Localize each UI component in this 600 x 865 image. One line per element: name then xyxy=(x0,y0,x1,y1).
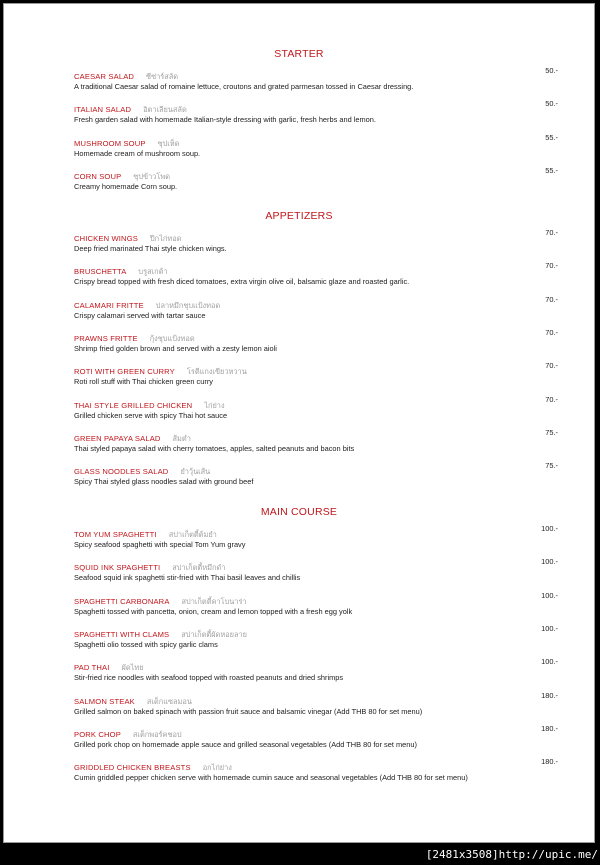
dish-description: Spicy seafood spaghetti with special Tom Yum gravy xyxy=(74,540,246,549)
dish-name-thai: ส้มตำ xyxy=(172,433,191,443)
dish-name-thai: สปาเก็ตตี้หมึกดำ xyxy=(172,563,226,573)
menu-item xyxy=(4,591,594,625)
dish-description: Fresh garden salad with homemade Italian-style dressing with garlic, fresh herbs and lemon. xyxy=(74,115,376,125)
dish-name-thai: ซุปเห็ด xyxy=(157,138,180,148)
dish-price: 70.- xyxy=(545,327,558,337)
dish-name: PRAWNS FRITTE xyxy=(74,333,138,343)
menu-item-header xyxy=(74,327,558,343)
dish-name-thai: สปาเก็ตตี้คาโบนาร่า xyxy=(181,596,247,606)
dish-name: THAI STYLE GRILLED CHICKEN xyxy=(74,400,193,410)
dish-name-thai: โรตีแกงเขียวหวาน xyxy=(186,367,247,377)
dish-name-thai: กุ้งชุบแป้งทอด xyxy=(149,333,195,343)
menu-item xyxy=(4,66,594,100)
dish-name: GRIDDLED CHICKEN BREASTS xyxy=(74,763,191,773)
dish-price: 70.- xyxy=(545,294,558,304)
dish-price: 100.- xyxy=(541,590,558,600)
dish-name: GREEN PAPAYA SALAD xyxy=(74,433,161,443)
dish-description: Roti roll stuff with Thai chicken green curry xyxy=(74,377,213,387)
dish-name-thai: ยำวุ้นเส้น xyxy=(180,467,211,477)
dish-price: 55.- xyxy=(545,165,558,175)
menu-item-header xyxy=(74,657,558,673)
menu-item xyxy=(4,99,594,133)
dish-name: PORK CHOP xyxy=(74,729,121,739)
menu-item-header xyxy=(74,66,558,81)
dish-name: MUSHROOM SOUP xyxy=(74,138,146,148)
dish-description: Homemade cream of mushroom soup. xyxy=(74,148,201,158)
dish-price: 70.- xyxy=(545,361,558,371)
menu-item-header xyxy=(74,757,558,773)
dish-name-thai: สปาเก็ตตี้ผัดหอยลาย xyxy=(181,629,247,639)
menu-item xyxy=(4,724,594,758)
dish-description: Grilled salmon on baked spinach with passion fruit sauce and balsamic vinegar (Add THB 80 for set menu) xyxy=(74,706,423,716)
image-source-watermark: [2481x3508]http://upic.me/ xyxy=(425,848,598,861)
menu-item xyxy=(4,395,594,429)
dish-price: 55.- xyxy=(545,132,558,142)
dish-name-thai: อกไก่ย่าง xyxy=(202,763,232,773)
menu-item xyxy=(4,361,594,395)
dish-price: 70.- xyxy=(545,394,558,404)
menu-item-header xyxy=(74,557,558,573)
dish-price: 70.- xyxy=(545,261,558,271)
dish-price: 100.- xyxy=(541,524,558,533)
dish-description: Spaghetti tossed with pancetta, onion, cream and lemon topped with a fresh egg yolk xyxy=(74,606,353,616)
dish-name-thai: ปีกไก่ทอด xyxy=(149,234,182,243)
section-title: MAIN COURSE xyxy=(260,506,338,518)
dish-description: Cumin griddled pepper chicken serve with homemade cumin sauce and seasonal vegetables (Add THB 80 for set menu) xyxy=(74,773,468,783)
menu-item xyxy=(4,461,594,495)
dish-description: Deep fried marinated Thai style chicken wings. xyxy=(74,244,227,253)
dish-name: TOM YUM SPAGHETTI xyxy=(74,530,157,539)
menu-item-header xyxy=(74,427,558,443)
dish-name: CHICKEN WINGS xyxy=(74,234,138,243)
dish-price: 75.- xyxy=(545,427,558,437)
menu-item-header xyxy=(74,690,558,706)
dish-description: Spaghetti olio tossed with spicy garlic clams xyxy=(74,639,218,649)
dish-name: SALMON STEAK xyxy=(74,696,135,706)
menu-item xyxy=(4,557,594,591)
dish-price: 100.- xyxy=(541,657,558,667)
section-title: STARTER xyxy=(274,48,324,60)
dish-description: Grilled chicken serve with spicy Thai hot sauce xyxy=(74,410,228,420)
dish-name-thai: ไก่ย่าง xyxy=(204,400,225,410)
menu-item-header xyxy=(74,394,558,410)
menu-item xyxy=(4,261,594,295)
menu-item xyxy=(4,295,594,329)
menu-item xyxy=(4,166,594,200)
dish-name-thai: ผัดไทย xyxy=(121,663,144,673)
dish-name: SPAGHETTI CARBONARA xyxy=(74,596,170,606)
dish-price: 100.- xyxy=(541,623,558,633)
menu-item xyxy=(4,691,594,725)
menu-item-header xyxy=(74,165,558,181)
menu-item-header xyxy=(74,461,558,477)
menu-item-header xyxy=(74,524,558,539)
dish-name: ROTI WITH GREEN CURRY xyxy=(74,367,175,377)
dish-name-thai: สเต็กแซลมอน xyxy=(146,696,192,706)
dish-name: CAESAR SALAD xyxy=(74,72,135,81)
menu-item xyxy=(4,657,594,691)
dish-description: Creamy homemade Corn soup. xyxy=(74,181,178,191)
menu-item-header xyxy=(74,228,558,243)
dish-name-thai: สเต็กพอร์คชอป xyxy=(132,729,182,739)
dish-price: 180.- xyxy=(541,723,558,733)
dish-description: Shrimp fried golden brown and served with a zesty lemon aioli xyxy=(74,343,277,353)
menu-item xyxy=(4,624,594,658)
dish-description: Stir-fried rice noodles with seafood topped with roasted peanuts and dried shrimps xyxy=(74,673,344,683)
menu-item xyxy=(4,328,594,362)
menu-item-header xyxy=(74,294,558,310)
dish-name-thai: อิตาเลียนสลัด xyxy=(143,105,187,115)
section-title: APPETIZERS xyxy=(265,210,333,222)
menu-item-header xyxy=(74,361,558,377)
menu-item xyxy=(4,428,594,462)
menu-item-header xyxy=(74,132,558,148)
dish-description: Crispy bread topped with fresh diced tomatoes, extra virgin olive oil, balsamic glaze and roasted garlic. xyxy=(74,277,410,287)
menu-item-header xyxy=(74,723,558,739)
dish-name-thai: ปลาหมึกชุบแป้งทอด xyxy=(155,300,221,310)
dish-name: GLASS NOODLES SALAD xyxy=(74,467,169,477)
dish-description: Grilled pork chop on homemade apple sauce and grilled seasonal vegetables (Add THB 80 for set menu) xyxy=(74,739,417,749)
dish-name-thai: ซีซ่าร์สลัด xyxy=(146,72,179,81)
dish-name: CORN SOUP xyxy=(74,171,122,181)
menu-item-header xyxy=(74,99,558,115)
menu-item xyxy=(4,228,594,262)
dish-price: 180.- xyxy=(541,690,558,700)
dish-name: SQUID INK SPAGHETTI xyxy=(74,563,161,573)
dish-price: 100.- xyxy=(541,557,558,567)
dish-price: 50.- xyxy=(545,99,558,109)
dish-name: ITALIAN SALAD xyxy=(74,105,132,115)
dish-name: PAD THAI xyxy=(74,663,110,673)
menu-item xyxy=(4,133,594,167)
menu-page xyxy=(3,3,595,843)
dish-description: Thai styled papaya salad with cherry tomatoes, apples, salted peanuts and bacon bits xyxy=(74,443,355,453)
dish-name-thai: ซุปข้าวโพด xyxy=(133,171,171,181)
dish-name-thai: สปาเก็ตตี้ต้มยำ xyxy=(168,530,217,539)
dish-price: 70.- xyxy=(545,228,558,237)
dish-price: 50.- xyxy=(545,66,558,75)
dish-price: 180.- xyxy=(541,757,558,767)
dish-name: SPAGHETTI WITH CLAMS xyxy=(74,629,170,639)
dish-name: CALAMARI FRITTE xyxy=(74,300,144,310)
dish-description: Crispy calamari served with tartar sauce xyxy=(74,310,206,320)
dish-price: 75.- xyxy=(545,461,558,471)
dish-description: Spicy Thai styled glass noodles salad with ground beef xyxy=(74,477,254,487)
dish-name-thai: บรูสเกต้า xyxy=(138,267,168,277)
menu-item xyxy=(4,757,594,791)
menu-item xyxy=(4,524,594,558)
menu-item-header xyxy=(74,590,558,606)
dish-description: A traditional Caesar salad of romaine lettuce, croutons and grated parmesan tossed in Caesar dressing. xyxy=(74,82,414,91)
menu-item-header xyxy=(74,261,558,277)
menu-item-header xyxy=(74,623,558,639)
dish-description: Seafood squid ink spaghetti stir-fried with Thai basil leaves and chillis xyxy=(74,573,301,583)
dish-name: BRUSCHETTA xyxy=(74,267,127,277)
